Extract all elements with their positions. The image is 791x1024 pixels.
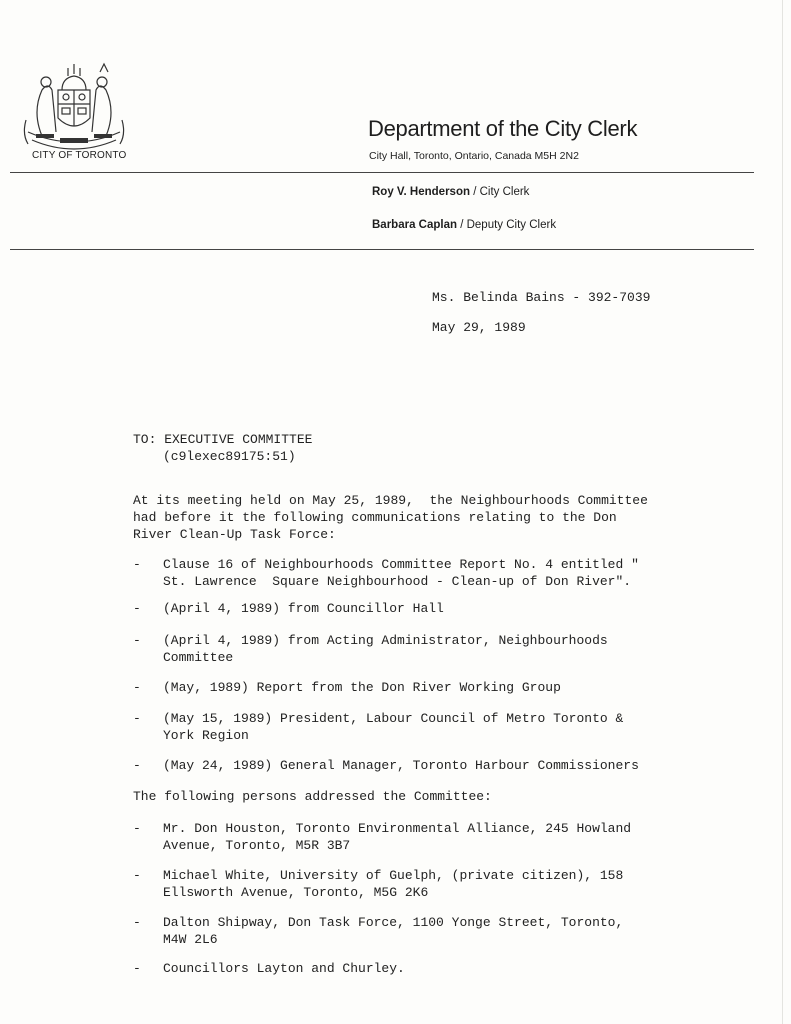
list-dash: -: [133, 633, 141, 648]
intro-line: River Clean-Up Task Force:: [133, 527, 336, 542]
list-item: Avenue, Toronto, M5R 3B7: [163, 838, 351, 853]
deputy-clerk-title: / Deputy City Clerk: [457, 219, 557, 231]
contact-line: Ms. Belinda Bains - 392-7039: [432, 290, 651, 305]
list-item: York Region: [163, 728, 249, 743]
list-dash: -: [133, 961, 141, 976]
city-clerk-title: / City Clerk: [470, 186, 530, 198]
list-dash: -: [133, 868, 141, 883]
list-dash: -: [133, 711, 141, 726]
department-address: City Hall, Toronto, Ontario, Canada M5H 2N2: [369, 150, 579, 162]
list-item: (May 15, 1989) President, Labour Council of Metro Toronto &: [163, 711, 624, 726]
list-item: (April 4, 1989) from Acting Administrator, Neighbourhoods: [163, 633, 608, 648]
letter-date: May 29, 1989: [432, 320, 526, 335]
city-clerk-name: Roy V. Henderson: [372, 186, 470, 198]
list-item: (April 4, 1989) from Councillor Hall: [163, 601, 444, 616]
list-item: M4W 2L6: [163, 932, 218, 947]
list-dash: -: [133, 821, 141, 836]
persons-intro: The following persons addressed the Committee:: [133, 789, 492, 804]
city-clerk-line: [372, 186, 529, 198]
deputy-clerk-line: [372, 219, 556, 231]
list-dash: -: [133, 557, 141, 572]
list-item: Dalton Shipway, Don Task Force, 1100 Yonge Street, Toronto,: [163, 915, 624, 930]
list-dash: -: [133, 680, 141, 695]
intro-line: had before it the following communications relating to the Don: [133, 510, 617, 525]
list-item: Mr. Don Houston, Toronto Environmental Alliance, 245 Howland: [163, 821, 632, 836]
department-title: Department of the City Clerk: [368, 116, 638, 141]
list-dash: -: [133, 758, 141, 773]
toronto-coat-of-arms-icon: [18, 60, 130, 152]
list-item: Michael White, University of Guelph, (private citizen), 158: [163, 868, 624, 883]
list-item: (May 24, 1989) General Manager, Toronto Harbour Commissioners: [163, 758, 639, 773]
list-dash: -: [133, 915, 141, 930]
list-item: Ellsworth Avenue, Toronto, M5G 2K6: [163, 885, 429, 900]
page-edge: [782, 0, 783, 1024]
staff-divider: [10, 249, 754, 250]
list-dash: -: [133, 601, 141, 616]
reference-code: (c9lexec89175:51): [163, 449, 296, 464]
list-item: Councillors Layton and Churley.: [163, 961, 405, 976]
addressee: TO: EXECUTIVE COMMITTEE: [133, 432, 313, 447]
intro-line: At its meeting held on May 25, 1989, the Neighbourhoods Committee: [133, 493, 648, 508]
city-of-toronto-label: CITY OF TORONTO: [32, 150, 127, 161]
header-divider: [10, 172, 754, 173]
list-item: Clause 16 of Neighbourhoods Committee Report No. 4 entitled ": [163, 557, 639, 572]
list-item: (May, 1989) Report from the Don River Working Group: [163, 680, 561, 695]
list-item: Committee: [163, 650, 234, 665]
deputy-clerk-name: Barbara Caplan: [372, 219, 458, 231]
list-item: St. Lawrence Square Neighbourhood - Clean-up of Don River".: [163, 574, 632, 589]
